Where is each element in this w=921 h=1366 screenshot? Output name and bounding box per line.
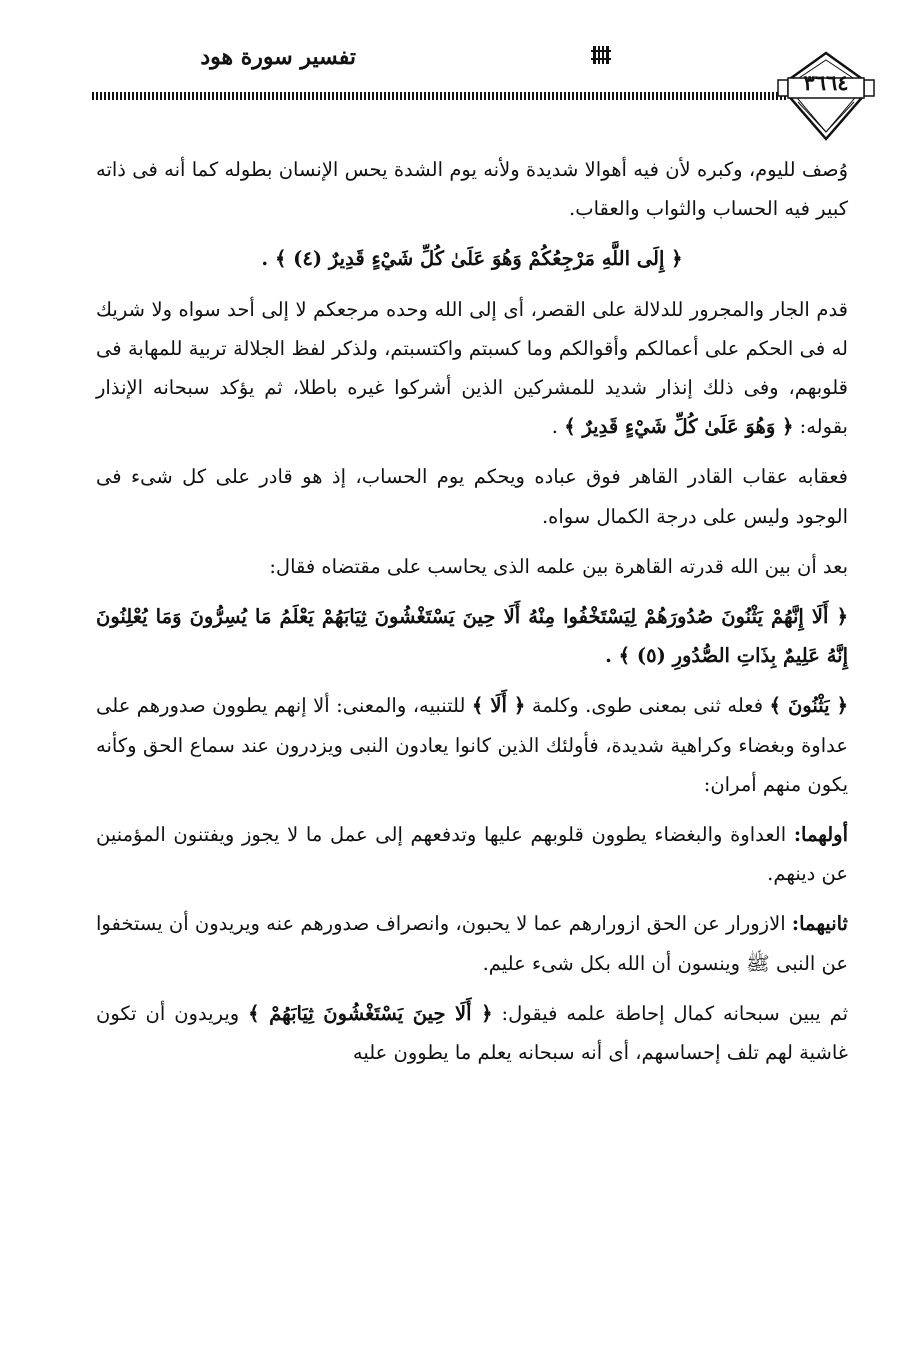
paragraph-6-text: العداوة والبغضاء يطوون قلوبهم عليها وتدفعهم إلى عمل ما لا يجوز ويفتنون المؤمنين عن دينهم.: [96, 823, 848, 886]
header-rule: [92, 92, 786, 100]
paragraph-8-text: ثم يبين سبحانه كمال إحاطة علمه فيقول:: [501, 1001, 849, 1025]
paragraph-2-end: .: [551, 415, 558, 439]
running-title: تفسير سورة هود: [200, 44, 356, 70]
quran-quote: ﴿ يَثْنُونَ ﴾: [769, 694, 849, 718]
paragraph-2-text: قدم الجار والمجرور للدلالة على القصر، أى إلى الله وحده مرجعكم لا إلى أحد سواه ولا شريك له فى الحكم على أعمالكم وأقوالكم وما كسبتم واكتسبتم، ولذكر لفظ الجلالة تربية للمهابة فى قلوبهم، وفى ذلك إنذار شديد للمشركين الذين أشركوا غيره باطلا، ثم يؤكد سبحانه الإنذار بقوله:: [96, 297, 848, 439]
paragraph-8-end: ويريدون أن تكون غاشية لهم تلف إحساسهم، أى أنه سبحانه يعلم ما يطوون عليه: [96, 1001, 848, 1065]
paragraph-3: فعقابه عقاب القادر القاهر فوق عباده ويحكم يوم الحساب، إذ هو قادر على كل شىء فى الوجود وليس على درجة الكمال سواه.: [96, 465, 848, 528]
paragraph-7-text: الازورار عن الحق ازورارهم عما لا يحبون، وانصراف صدورهم عنه ويريدون أن يستخفوا عن النبى ﷺ وينسون أن الله بكل شىء عليم.: [96, 912, 848, 975]
paragraph-2: [96, 290, 848, 447]
paragraph-5-text-2: للتنبيه، والمعنى: ألا إنهم يطوون صدورهم على عداوة وبغضاء وكراهية شديدة، فأولئك الذين كانوا يعادون النبى ويزدرون عند سماع الحق وكأنه يكون منهم أمران:: [96, 694, 848, 796]
book-ornament-icon: [590, 42, 612, 68]
page-header: [0, 0, 921, 140]
paragraph-5-text-1: فعله ثنى بمعنى طوى. وكلمة: [531, 694, 764, 718]
paragraph-6-lead: أولهما:: [793, 823, 849, 847]
page-number-badge: [776, 50, 876, 142]
diamond-frame-icon: [776, 50, 876, 142]
paragraph-1: وُصف لليوم، وكبره لأن فيه أهوالا شديدة ولأنه يوم الشدة يحس الإنسان بطوله كما أنه فى ذاته كبير فيه الحساب والثواب والعقاب.: [96, 158, 848, 221]
page-number: ٣٦٦٤: [803, 70, 849, 95]
paragraph-7-lead: ثانيهما:: [791, 912, 848, 936]
paragraph-8: [96, 994, 848, 1072]
quran-quote: ﴿ وَهُوَ عَلَىٰ كُلِّ شَيْءٍ قَدِيرٌ ﴾: [564, 415, 794, 439]
paragraph-4: بعد أن بين الله قدرته القاهرة بين علمه الذى يحاسب على مقتضاه فقال:: [269, 554, 848, 578]
paragraph-5: [96, 686, 848, 804]
paragraph-6: [96, 815, 848, 893]
quran-quote: ﴿ أَلَا ﴾: [471, 694, 526, 718]
verse-block-1: ﴿ إِلَى اللَّهِ مَرْجِعُكُمْ وَهُوَ عَلَىٰ كُلِّ شَيْءٍ قَدِيرٌ (٤) ﴾ .: [261, 247, 683, 271]
quran-quote: ﴿ أَلَا حِينَ يَسْتَغْشُونَ ثِيَابَهُمْ ﴾: [248, 1001, 493, 1025]
paragraph-7: [96, 904, 848, 982]
verse-block-2: ﴿ أَلَا إِنَّهُمْ يَثْنُونَ صُدُورَهُمْ لِيَسْتَخْفُوا مِنْهُ أَلَا حِينَ يَسْتَغْشُونَ ثِيَابَهُمْ يَعْلَمُ مَا يُسِرُّونَ وَمَا يُعْلِنُونَ إِنَّهُ عَلِيمٌ بِذَاتِ الصُّدُورِ (٥) ﴾ .: [96, 605, 848, 668]
page-body: [96, 150, 848, 1083]
